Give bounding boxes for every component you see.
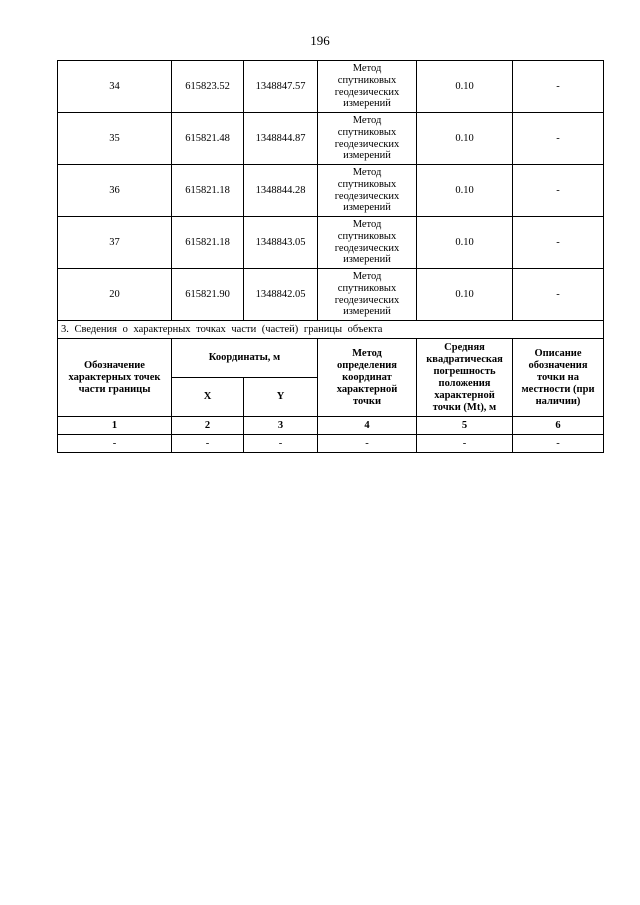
section-title-row xyxy=(58,321,604,339)
y-cell: 1348843.05 xyxy=(244,217,318,269)
header-designation: Обозначение характерных точек части границы xyxy=(58,339,172,417)
page-number: 196 xyxy=(310,33,330,48)
table-row xyxy=(58,269,604,321)
y-cell: 1348844.87 xyxy=(244,113,318,165)
x-cell: 615821.18 xyxy=(172,217,244,269)
method-cell: Метод спутниковых геодезических измерений xyxy=(318,217,417,269)
x-cell: 615821.48 xyxy=(172,113,244,165)
boundary-points-table xyxy=(57,60,604,453)
empty-cell: - xyxy=(417,435,513,453)
method-cell: Метод спутниковых геодезических измерений xyxy=(318,113,417,165)
accuracy-cell: 0.10 xyxy=(417,269,513,321)
description-cell: - xyxy=(513,113,604,165)
header-x: X xyxy=(172,378,244,417)
table-row xyxy=(58,435,604,453)
table-row xyxy=(58,165,604,217)
description-cell: - xyxy=(513,269,604,321)
column-number: 6 xyxy=(513,417,604,435)
y-cell: 1348844.28 xyxy=(244,165,318,217)
point-cell: 34 xyxy=(58,61,172,113)
method-cell: Метод спутниковых геодезических измерений xyxy=(318,61,417,113)
method-cell: Метод спутниковых геодезических измерений xyxy=(318,269,417,321)
point-cell: 20 xyxy=(58,269,172,321)
empty-cell: - xyxy=(172,435,244,453)
method-cell: Метод спутниковых геодезических измерений xyxy=(318,165,417,217)
y-cell: 1348847.57 xyxy=(244,61,318,113)
header-description: Описание обозначения точки на местности (при наличии) xyxy=(513,339,604,417)
table-row xyxy=(58,61,604,113)
description-cell: - xyxy=(513,217,604,269)
y-cell: 1348842.05 xyxy=(244,269,318,321)
column-number: 1 xyxy=(58,417,172,435)
empty-cell: - xyxy=(513,435,604,453)
x-cell: 615821.18 xyxy=(172,165,244,217)
header-y: Y xyxy=(244,378,318,417)
column-number: 2 xyxy=(172,417,244,435)
column-number: 5 xyxy=(417,417,513,435)
accuracy-cell: 0.10 xyxy=(417,165,513,217)
point-cell: 37 xyxy=(58,217,172,269)
accuracy-cell: 0.10 xyxy=(417,113,513,165)
section-title: 3. Сведения о характерных точках части (частей) границы объекта xyxy=(58,321,604,339)
empty-cell: - xyxy=(58,435,172,453)
empty-cell: - xyxy=(244,435,318,453)
accuracy-cell: 0.10 xyxy=(417,217,513,269)
empty-cell: - xyxy=(318,435,417,453)
column-number: 4 xyxy=(318,417,417,435)
header-accuracy: Средняя квадратическая погрешность положения характерной точки (Mt), м xyxy=(417,339,513,417)
column-numbers-row xyxy=(58,417,604,435)
point-cell: 35 xyxy=(58,113,172,165)
x-cell: 615821.90 xyxy=(172,269,244,321)
header-coordinates: Координаты, м xyxy=(172,339,318,378)
description-cell: - xyxy=(513,165,604,217)
point-cell: 36 xyxy=(58,165,172,217)
accuracy-cell: 0.10 xyxy=(417,61,513,113)
column-number: 3 xyxy=(244,417,318,435)
header-row xyxy=(58,339,604,378)
x-cell: 615823.52 xyxy=(172,61,244,113)
description-cell: - xyxy=(513,61,604,113)
table-row xyxy=(58,217,604,269)
header-method: Метод определения координат характерной точки xyxy=(318,339,417,417)
table-row xyxy=(58,113,604,165)
